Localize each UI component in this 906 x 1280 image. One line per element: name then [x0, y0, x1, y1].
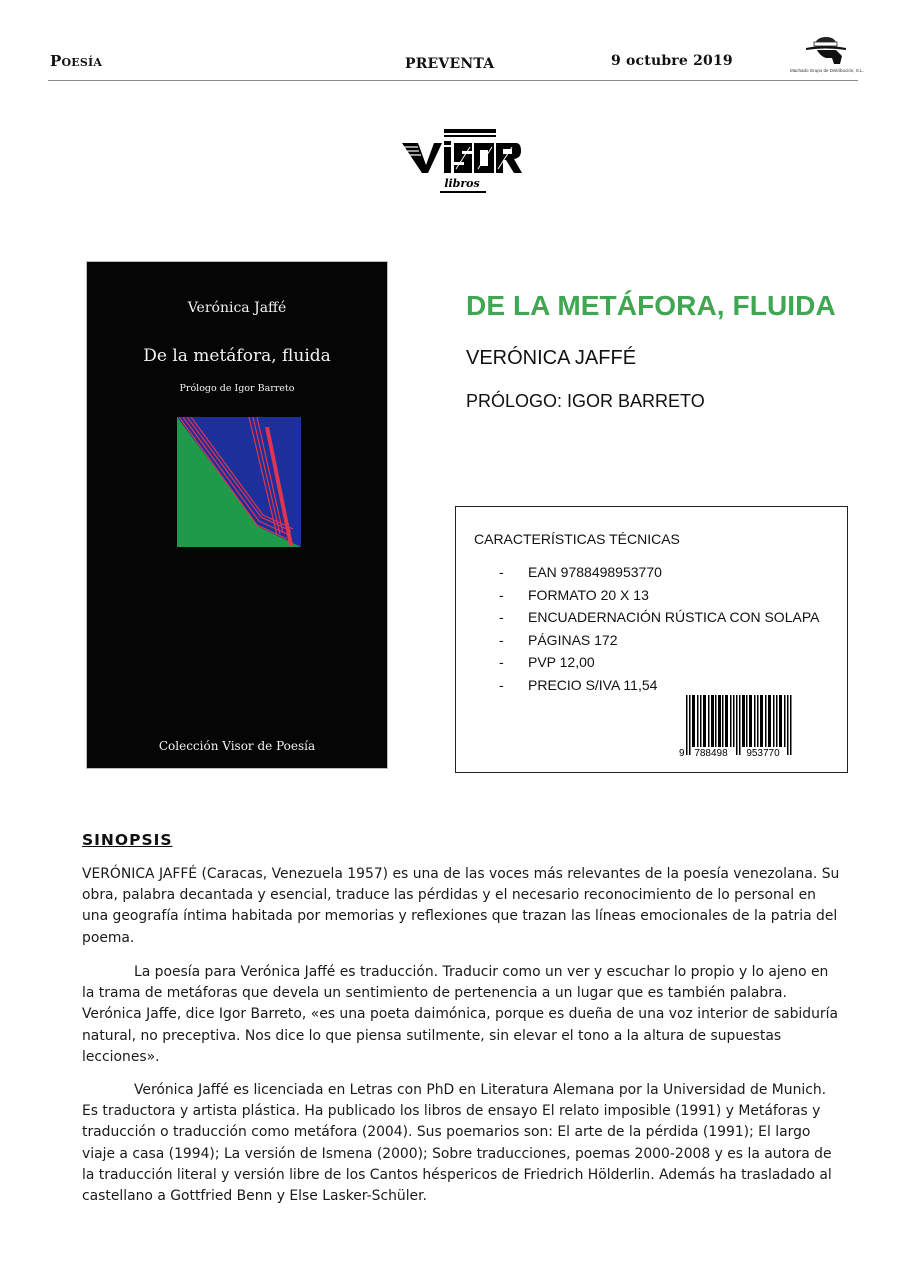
svg-text:788498: 788498 — [694, 748, 728, 759]
list-dash: - — [499, 676, 504, 693]
book-author: VERÓNICA JAFFÉ — [466, 347, 637, 369]
distributor-name: Machado Grupo de Distribución, S.L. — [790, 68, 864, 73]
spec-text: PRECIO S/IVA 11,54 — [528, 676, 658, 693]
status-label: PREVENTA — [405, 56, 495, 72]
specs-heading: CARACTERÍSTICAS TÉCNICAS — [474, 531, 680, 547]
book-title: DE LA METÁFORA, FLUIDA — [466, 290, 836, 321]
synopsis-paragraph: La poesía para Verónica Jaffé es traducción. Traducir como un ver y escuchar lo propio y lo ajeno en la trama de metáforas que devela un sentimiento de pertenencia a un lugar que es también palabra. Verónica Jaffe, dice Igor Barreto, «es una poeta daimónica, porque es dueña de una voz interior de sabiduría natural, no preceptiva. Nos dice lo que piensa sutilmente, sin elevar el tono a la altura de supuestas lecciones». — [82, 964, 838, 1065]
list-dash: - — [499, 609, 504, 625]
distributor-logo — [790, 34, 864, 78]
list-dash: - — [499, 631, 504, 648]
section-label: Poesía — [50, 52, 103, 70]
svg-text:9: 9 — [679, 748, 685, 759]
cover-title: De la metáfora, fluida — [143, 346, 331, 366]
synopsis-paragraph: VERÓNICA JAFFÉ (Caracas, Venezuela 1957) es una de las voces más relevantes de la poesía venezolana. Su obra, palabra decantada y esencial, traduce las pérdidas y el necesario reconocimiento de lo personal en una geografía íntima habitada por memorias y reflexiones que trazan las líneas emocionales de la patria del poema. — [82, 866, 840, 946]
cover-prologue: Prólogo de Igor Barreto — [179, 383, 295, 394]
spec-text: PÁGINAS 172 — [528, 631, 618, 648]
spec-text: FORMATO 20 X 13 — [528, 586, 649, 603]
synopsis-paragraph: Verónica Jaffé es licenciada en Letras con PhD en Literatura Alemana por la Universidad de Munich. Es traductora y artista plástica. Ha publicado los libros de ensayo El relato imposible (1991) y Metáforas y traducción o traducción como metáfora (2004). Sus poemarios son: El arte de la pérdida (1991); El largo viaje a casa (1994); La versión de Ismena (2000); Sobre traducciones, poemas 2000-2008 y es la autora de la traducción literal y versión libre de los Cantos héspericos de Friedrich Hölderlin. Además ha trasladado al castellano a Gottfried Benn y Else Lasker-Schüler. — [82, 1082, 832, 1205]
cover-collection: Colección Visor de Poesía — [158, 739, 316, 753]
synopsis-heading: SINOPSIS — [82, 831, 173, 849]
book-cover-image — [86, 261, 388, 769]
list-dash: - — [499, 564, 504, 580]
spec-text: PVP 12,00 — [528, 654, 595, 670]
list-dash: - — [499, 586, 504, 603]
hat-silhouette-icon — [790, 34, 860, 68]
list-dash: - — [499, 654, 504, 670]
visor-logo — [400, 125, 524, 197]
svg-text:libros: libros — [444, 177, 480, 190]
technical-specs-box — [455, 506, 848, 773]
barcode-icon — [679, 695, 797, 759]
spec-text: EAN 9788498953770 — [528, 564, 662, 580]
spec-text: ENCUADERNACIÓN RÚSTICA CON SOLAPA — [528, 609, 820, 625]
cover-author: Verónica Jaffé — [187, 300, 287, 316]
cover-artwork — [177, 417, 301, 547]
header-divider — [48, 80, 858, 81]
svg-text:953770: 953770 — [746, 748, 780, 759]
release-date: 9 octubre 2019 — [611, 53, 733, 69]
visor-logo-icon — [400, 125, 524, 197]
book-prologue: PRÓLOGO: IGOR BARRETO — [466, 391, 705, 411]
